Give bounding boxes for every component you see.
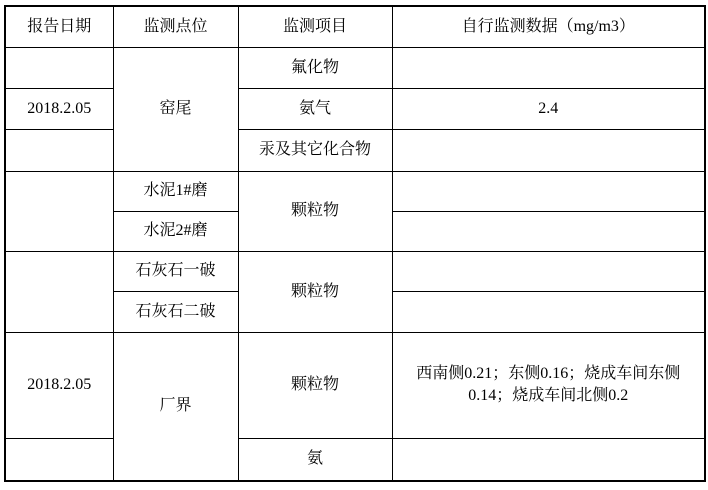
table-row bbox=[5, 88, 705, 129]
cell-value-particulate bbox=[392, 211, 705, 251]
table-header-row bbox=[5, 6, 705, 47]
cell-report-date bbox=[5, 438, 113, 481]
cell-report-date bbox=[5, 129, 113, 171]
table-row bbox=[5, 438, 705, 481]
cell-point-limestone-crusher-1: 石灰石一破 bbox=[113, 251, 238, 291]
cell-item-particulate-cement: 颗粒物 bbox=[238, 171, 392, 251]
cell-report-date bbox=[5, 251, 113, 332]
cell-point-cement-mill-2: 水泥2#磨 bbox=[113, 211, 238, 251]
table-row bbox=[5, 129, 705, 171]
cell-point-plant-boundary: 厂界 bbox=[113, 332, 238, 481]
cell-point-kiln-tail: 窑尾 bbox=[113, 47, 238, 171]
cell-report-date: 2018.2.05 bbox=[5, 88, 113, 129]
cell-item-mercury: 汞及其它化合物 bbox=[238, 129, 392, 171]
cell-value-particulate bbox=[392, 291, 705, 332]
header-monitoring-point: 监测点位 bbox=[113, 6, 238, 47]
cell-value-fluoride bbox=[392, 47, 705, 88]
cell-item-fluoride: 氟化物 bbox=[238, 47, 392, 88]
cell-value-mercury bbox=[392, 129, 705, 171]
header-report-date: 报告日期 bbox=[5, 6, 113, 47]
table-row bbox=[5, 332, 705, 438]
cell-value-ammonia-gas: 2.4 bbox=[392, 88, 705, 129]
cell-value-ammonia bbox=[392, 438, 705, 481]
monitoring-table bbox=[4, 5, 706, 482]
cell-value-boundary-particulate: 西南侧0.21；东侧0.16；烧成车间东侧0.14；烧成车间北侧0.2 bbox=[392, 332, 705, 438]
cell-point-cement-mill-1: 水泥1#磨 bbox=[113, 171, 238, 211]
cell-item-particulate-limestone: 颗粒物 bbox=[238, 251, 392, 332]
header-monitoring-data: 自行监测数据（mg/m3） bbox=[392, 6, 705, 47]
header-monitoring-item: 监测项目 bbox=[238, 6, 392, 47]
cell-item-ammonia-gas: 氨气 bbox=[238, 88, 392, 129]
cell-report-date bbox=[5, 171, 113, 251]
cell-report-date bbox=[5, 47, 113, 88]
cell-value-particulate bbox=[392, 251, 705, 291]
cell-item-particulate-boundary: 颗粒物 bbox=[238, 332, 392, 438]
table-row bbox=[5, 47, 705, 88]
cell-item-ammonia: 氨 bbox=[238, 438, 392, 481]
cell-point-limestone-crusher-2: 石灰石二破 bbox=[113, 291, 238, 332]
cell-report-date: 2018.2.05 bbox=[5, 332, 113, 438]
table-row bbox=[5, 251, 705, 291]
table-row bbox=[5, 171, 705, 211]
cell-value-particulate bbox=[392, 171, 705, 211]
